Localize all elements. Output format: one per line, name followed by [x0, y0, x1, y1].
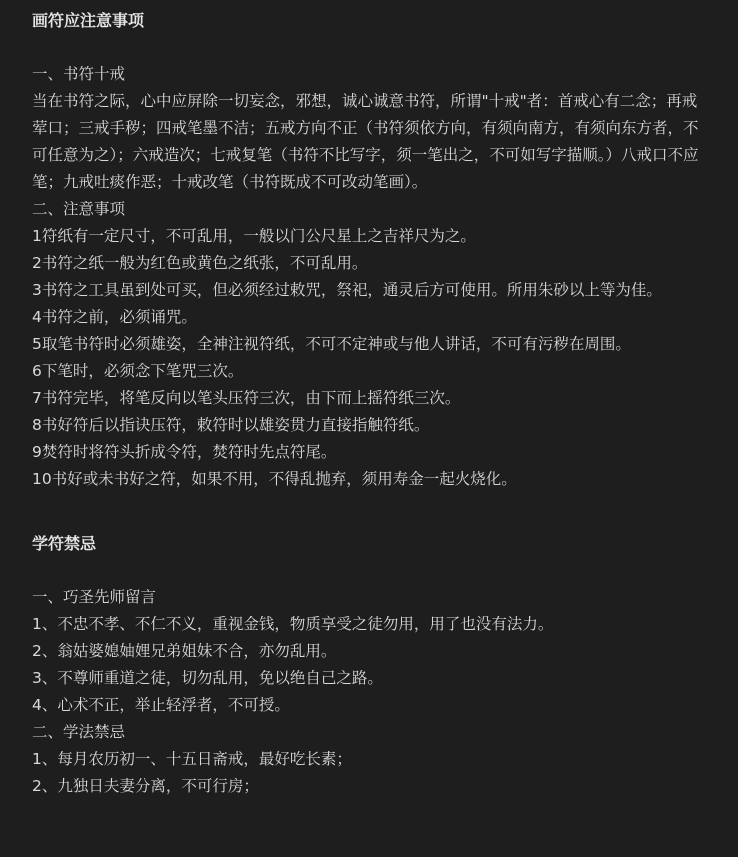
- section-title-drawing-precautions: 画符应注意事项: [32, 11, 145, 30]
- master-message-item-2: 2、翁姑婆媳妯娌兄弟姐妹不合，亦勿乱用。: [32, 642, 337, 660]
- master-message-item-1: 1、不忠不孝、不仁不义，重视金钱，物质享受之徒勿用，用了也没有法力。: [32, 615, 554, 633]
- precaution-item-4: 4书符之前，必须诵咒。: [32, 308, 197, 326]
- precaution-item-8: 8书好符后以指诀压符，敕符时以雄姿贯力直接指触符纸。: [32, 416, 430, 434]
- blank-line: [32, 34, 710, 61]
- blank-line: [32, 557, 710, 584]
- precaution-item-10: 10书好或未书好之符，如果不用，不得乱抛弃，须用寿金一起火烧化。: [32, 470, 517, 488]
- blank-line: [32, 493, 710, 520]
- master-message-item-3: 3、不尊师重道之徒，切勿乱用，免以绝自己之路。: [32, 669, 383, 687]
- precaution-item-2: 2书符之纸一般为红色或黄色之纸张，不可乱用。: [32, 254, 368, 272]
- subsection-title-learning-taboos: 二、学法禁忌: [32, 723, 126, 741]
- precaution-item-6: 6下笔时，必须念下笔咒三次。: [32, 362, 244, 380]
- ten-precepts-paragraph: 当在书符之际，心中应屏除一切妄念，邪想，诚心诚意书符，所谓"十戒"者：首戒心有二念；再戒荤口；三戒手秽；四戒笔墨不洁；五戒方向不正（书符须依方向，有须向南方，有须向东方者，不可任意为之）；六戒造次；七戒复笔（书符不比写字，须一笔出之，不可如写字描顺。）八戒口不应笔；九戒吐痰作恶；十戒改笔（书符既成不可改动笔画）。: [32, 92, 699, 191]
- section-title-learning-taboos: 学符禁忌: [32, 534, 97, 553]
- learning-taboo-item-2: 2、九独日夫妻分离，不可行房；: [32, 777, 259, 795]
- learning-taboo-item-1: 1、每月农历初一、十五日斋戒，最好吃长素；: [32, 750, 352, 768]
- precaution-item-9: 9焚符时将符头折成令符，焚符时先点符尾。: [32, 443, 337, 461]
- precaution-item-7: 7书符完毕，将笔反向以笔头压符三次，由下而上摇符纸三次。: [32, 389, 461, 407]
- subsection-title-master-message: 一、巧圣先师留言: [32, 588, 157, 606]
- precaution-item-3: 3书符之工具虽到处可买，但必须经过敕咒，祭祀，通灵后方可使用。所用朱砂以上等为佳。: [32, 281, 662, 299]
- subsection-title-precautions: 二、注意事项: [32, 200, 126, 218]
- master-message-item-4: 4、心术不正，举止轻浮者，不可授。: [32, 696, 290, 714]
- precaution-item-1: 1符纸有一定尺寸，不可乱用，一般以门公尺星上之吉祥尺为之。: [32, 227, 476, 245]
- subsection-title-ten-precepts: 一、书符十戒: [32, 65, 126, 83]
- precaution-item-5: 5取笔书符时必须雄姿，全神注视符纸，不可不定神或与他人讲话，不可有污秽在周围。: [32, 335, 631, 353]
